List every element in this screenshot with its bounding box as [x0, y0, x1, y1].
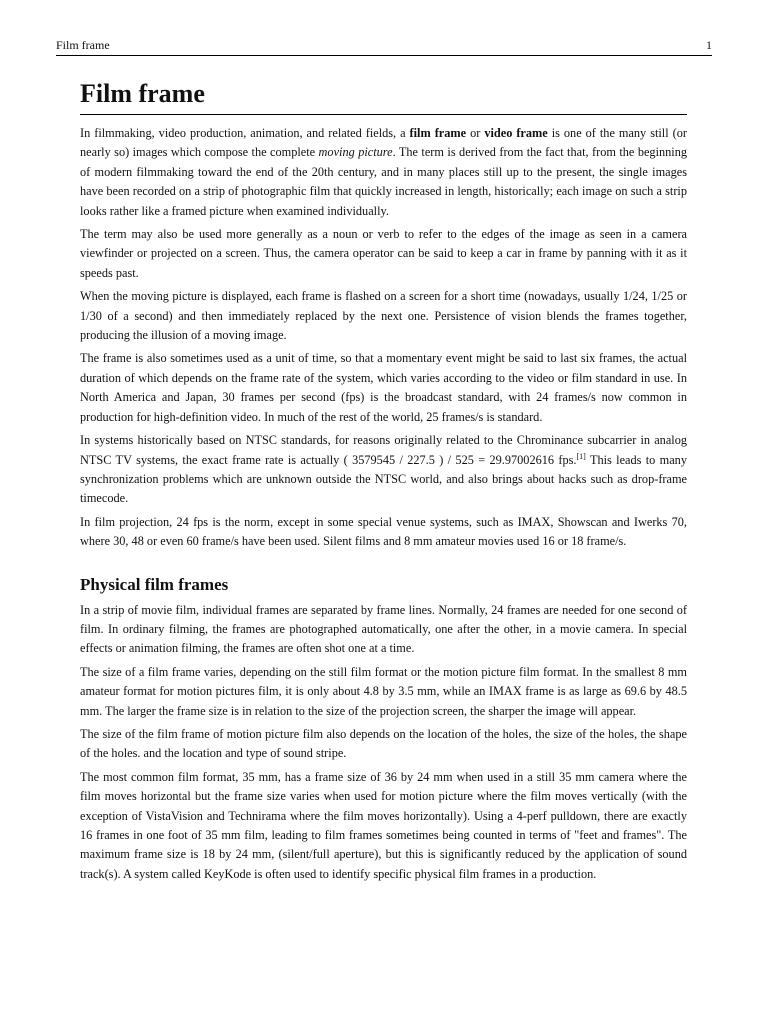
text-run: In systems historically based on NTSC standards, for reasons originally related to the Chrominance subcarrier in analog NTSC TV systems, the exact frame rate is actually ( 3579545 / 227.5 ) / 525 = 29.97002616 fps.	[80, 433, 687, 467]
text-run: This leads to many synchronization problems which are unknown outside the NTSC world, and also brings about hacks such as drop-frame timecode.	[80, 452, 687, 506]
text-run: is one of the many still (or nearly so) images which compose the complete	[80, 126, 687, 160]
page-title: Film frame	[80, 78, 687, 115]
paragraph-frame-size: The size of a film frame varies, depending on the still film format or the motion picture film format. In the smallest 8 mm amateur format for motion pictures film, it is only about 4.8 by 3.5 mm, while an IMAX frame is as large as 69.6 by 48.5 mm. The larger the frame size is in relation to the size of the projection screen, the sharper the image will appear.	[80, 664, 687, 718]
paragraph-unit-of-time: The frame is also sometimes used as a unit of time, so that a momentary event might be said to last six frames, the actual duration of which depends on the frame rate of the system, which varies according to the video or film standard in use. In North America and Japan, 30 frames per second (fps) is the broadcast standard, with 24 frames/s now common in production for high-definition video. In much of the rest of the world, 25 frames/s is standard.	[80, 351, 687, 424]
bold-term-video-frame: video frame	[484, 126, 548, 140]
paragraph-term-usage: The term may also be used more generally as a noun or verb to refer to the edges of the image as seen in a camera viewfinder or projected on a screen. Thus, the camera operator can be said to keep a car in frame by panning with it as it speeds past.	[80, 227, 687, 280]
paragraph-35mm: The most common film format, 35 mm, has a frame size of 36 by 24 mm when used in a still 35 mm camera where the film moves horizontal but the frame size varies when used for motion picture where the film moves vertically (with the exception of VistaVision and Technirama where the film moves horizontally). Using a 4-perf pulldown, there are exactly 16 frames in one foot of 35 mm film, leading to film frames sometimes being counted in terms of "feet and frames". The maximum frame size is 18 by 24 mm, (silent/full aperture), but this is significantly reduced by the application of sound track(s). A system called KeyKode is often used to identify specific physical film frames in a production.	[80, 769, 687, 881]
page-number: 1	[706, 38, 712, 52]
running-header	[56, 38, 712, 56]
paragraph-ntsc	[80, 431, 687, 509]
intro-paragraph	[80, 124, 687, 221]
section-heading: Physical film frames	[80, 574, 229, 594]
paragraph-frame-lines: In a strip of movie film, individual frames are separated by frame lines. Normally, 24 frames are needed for one second of film. In ordinary filming, the frames are photographed automatically, one after the other, in a movie camera. In special effects or animation filming, the frames are often shot one at a time.	[80, 602, 687, 656]
text-run: In filmmaking, video production, animation, and related fields, a	[80, 126, 410, 140]
text-run: or	[466, 126, 485, 140]
paragraph-holes: The size of the film frame of motion picture film also depends on the location of the holes, the size of the holes, the shape of the holes. and the location and type of sound stripe.	[80, 726, 687, 761]
italic-term-moving-picture: moving picture	[318, 145, 393, 160]
running-header-title: Film frame	[56, 38, 110, 52]
citation-link[interactable]: [1]	[576, 451, 586, 461]
paragraph-display: When the moving picture is displayed, each frame is flashed on a screen for a short time (nowadays, usually 1/24, 1/25 or 1/30 of a second) and then immediately replaced by the next one. Persistence of vision blends the frames together, producing the illusion of a moving image.	[80, 289, 687, 343]
article-body	[80, 78, 687, 884]
text-run: . The term is derived from the fact that, from the beginning of modern filmmaking toward the end of the 20th century, and in many places still up to the present, the single images have been recorded on a strip of photographic film that quickly increased in length, historically; each image on such a strip looks rather like a framed picture when examined individually.	[80, 145, 688, 218]
bold-term-film-frame: film frame	[409, 126, 467, 140]
paragraph-film-projection: In film projection, 24 fps is the norm, except in some special venue systems, such as IMAX, Showscan and Iwerks 70, where 30, 48 or even 60 frame/s have been used. Silent films and 8 mm amateur movies used 16 or 18 frame/s.	[80, 514, 687, 549]
